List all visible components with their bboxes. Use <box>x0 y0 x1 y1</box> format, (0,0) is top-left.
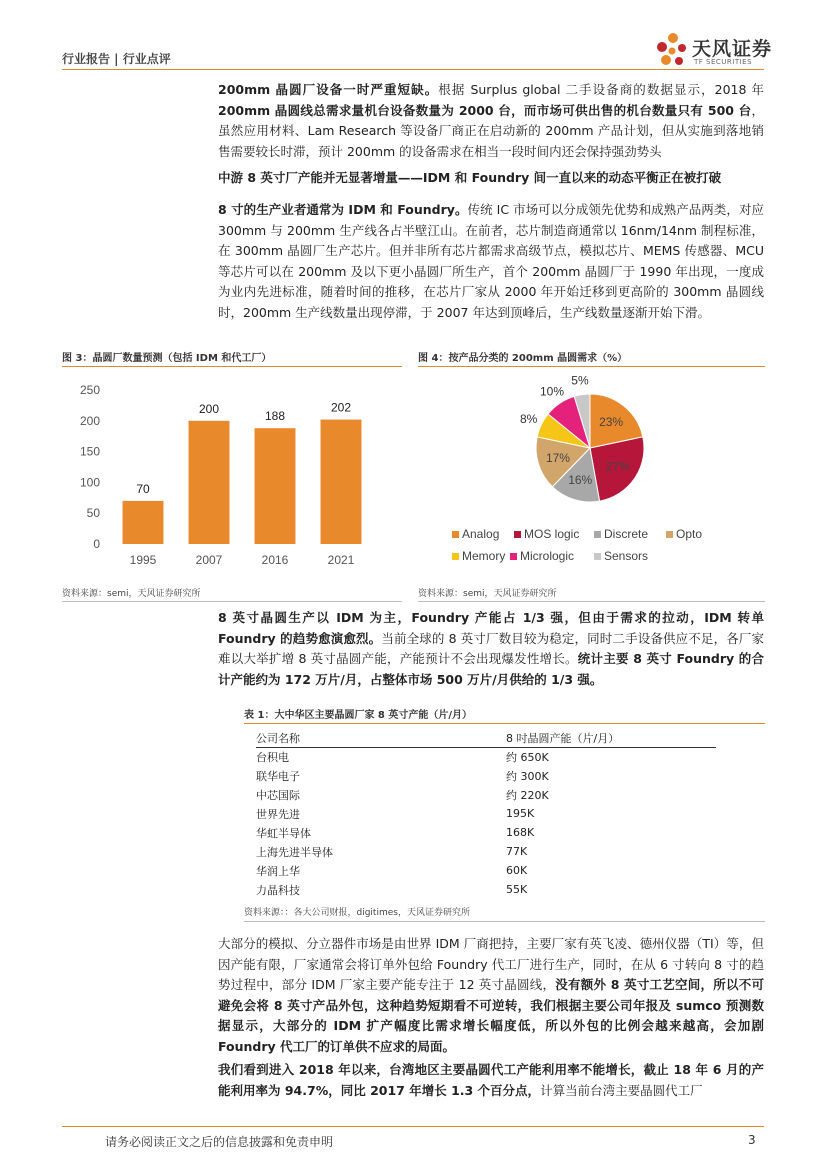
paragraph-idm-outsourcing <box>218 934 764 1057</box>
figure4-source: 资料来源：semi，天风证券研究所 <box>418 589 557 599</box>
pie-data-label-opto: 17% <box>545 450 570 465</box>
table1-bottom-rule <box>244 921 765 922</box>
header-section-label: 行业报告 | 行业点评 <box>62 52 171 66</box>
table-row <box>256 785 716 804</box>
figure3-title: 图 3：晶圆厂数量预测（包括 IDM 和代工厂） <box>62 353 272 364</box>
bar-2021 <box>321 420 362 544</box>
x-tick-label-2007: 2007 <box>195 553 223 567</box>
para3-bold-1: 8 英寸晶圆生产以 IDM 为主，Foundry 产能占 1/3 强，但由于需求的拉动，IDM 转单 Foundry 的趋势愈演愈烈。 <box>218 610 764 646</box>
table-row <box>256 804 716 823</box>
x-tick-label-1995: 1995 <box>129 553 157 567</box>
table-cell-capacity: 约 300K <box>506 769 549 783</box>
page-number: 3 <box>748 1133 756 1147</box>
x-tick-label-2021: 2021 <box>327 553 355 567</box>
legend-label-micrologic: Micrologic <box>520 549 575 563</box>
table-row <box>256 842 716 861</box>
legend-label-opto: Opto <box>676 527 703 541</box>
table-header-row <box>256 729 716 747</box>
figure3-source: 资料来源：semi，天风证券研究所 <box>62 589 201 599</box>
table-cell-company: 联华电子 <box>256 769 300 783</box>
legend-label-discrete: Discrete <box>604 527 649 541</box>
table-cell-capacity: 77K <box>506 845 528 858</box>
y-tick-label-2: 100 <box>79 475 100 490</box>
para1-text-1: 根据 Surplus global 二手设备商的数据显示，2018 年 <box>438 82 764 97</box>
legend-swatch-memory <box>452 553 459 560</box>
table-cell-capacity: 195K <box>506 807 535 820</box>
table-row <box>256 861 716 880</box>
table1-source: 资料来源：：各大公司财报，digitimes，天风证券研究所 <box>244 908 470 918</box>
brand-name: 天风证券 <box>692 38 773 60</box>
figure4-title-rule <box>418 366 765 367</box>
figure3-title-rule <box>62 366 402 367</box>
table-cell-capacity: 168K <box>506 826 535 839</box>
figure4-title: 图 4：按产品分类的 200mm 晶圆需求（%） <box>418 353 628 364</box>
table-row <box>256 747 716 766</box>
para3-text-1: 当前全球的 8 英寸厂数目较为稳定，同时二手设备供应不足，各厂家难以大举扩增 8 英寸晶圆产能，产能预计不会出现爆发性增长。 <box>218 630 765 666</box>
legend-swatch-micrologic <box>510 553 517 560</box>
legend-label-mos-logic: MOS logic <box>524 527 580 541</box>
table-cell-capacity: 60K <box>506 864 528 877</box>
footer-divider <box>62 1126 764 1127</box>
legend-label-memory: Memory <box>462 549 506 563</box>
y-tick-label-3: 150 <box>79 444 100 459</box>
table-cell-company: 中芯国际 <box>256 788 300 802</box>
pie-data-label-discrete: 16% <box>568 473 593 488</box>
bar-data-label-2016: 188 <box>264 409 286 424</box>
pie-data-label-memory: 8% <box>519 411 538 426</box>
capacity-table <box>256 729 716 899</box>
table-cell-company: 华虹半导体 <box>256 826 311 840</box>
bar-data-label-2007: 200 <box>198 401 220 416</box>
table-cell-capacity: 约 650K <box>506 750 549 764</box>
legend-label-analog: Analog <box>462 527 500 541</box>
paragraph-foundry-capacity <box>218 608 764 690</box>
bar-2016 <box>255 428 296 544</box>
legend-swatch-mos-logic <box>514 531 521 538</box>
brand-flower-icon <box>652 30 692 74</box>
table-header-capacity: 8 吋晶圆产能（片/月） <box>506 729 716 747</box>
legend-swatch-opto <box>666 531 673 538</box>
table-row <box>256 823 716 842</box>
bar-1995 <box>123 501 164 544</box>
para4-bold-1: 没有额外 8 英寸工艺空间，所以不可避免会将 8 英寸产品外包，这种趋势短期看不可逆转，我们根据主要公司年报及 sumco 预测数据显示，大部分的 IDM 扩产幅度比需求增长幅度低，所以外包的比例会越来越高，会加剧 Foundry 代工厂的订单供不应求的局面。 <box>218 977 765 1054</box>
bar-2007 <box>189 421 230 544</box>
pie-data-label-mos-logic: 27% <box>605 459 630 474</box>
legend-swatch-analog <box>452 531 459 538</box>
bar-data-label-1995: 70 <box>136 481 150 496</box>
footer-disclaimer: 请务必阅读正文之后的信息披露和免责申明 <box>105 1135 334 1149</box>
table-cell-company: 华润上华 <box>256 864 300 878</box>
table-header-company: 公司名称 <box>256 729 506 747</box>
figure3-bar-chart <box>62 372 402 582</box>
y-tick-label-4: 200 <box>79 413 100 428</box>
table-cell-capacity: 55K <box>506 883 528 896</box>
para1-text-2: ，虽然应用材料、Lam Research 等设备厂商正在启动新的 200mm 产品计划，但从实施到落地销售需要较长时滞，预计 200mm 的设备需求在相当一段时间内还会保持强劲势头 <box>218 102 764 159</box>
para4-text-1: 大部分的模拟、分立器件市场是由世界 IDM 厂商把持，主要厂家有英飞凌、德州仪器（TI）等，但因产能有限，厂家通常会将订单外包给 Foundry 代工厂进行生产，同时，在从 6 寸转向 8 寸的趋势过程中，部分 IDM 厂家主要产能专注于 12 英寸晶圆线， <box>218 936 764 992</box>
table-cell-company: 上海先进半导体 <box>256 845 333 859</box>
table-cell-capacity: 约 220K <box>506 788 549 802</box>
x-tick-label-2016: 2016 <box>261 553 289 567</box>
paragraph-idm-foundry <box>218 200 764 323</box>
table-cell-company: 力晶科技 <box>256 883 300 897</box>
figure4-bottom-rule <box>418 601 765 602</box>
legend-label-sensors: Sensors <box>604 549 649 563</box>
para1-bold-2: 200mm 晶圆线总需求量机台设备数量为 2000 台，而市场可供出售的机台数量只有 500 台 <box>218 102 752 118</box>
table-cell-company: 世界先进 <box>256 807 300 821</box>
y-tick-label-0: 0 <box>93 537 100 551</box>
table-cell-company: 台积电 <box>256 750 289 764</box>
pie-data-label-analog: 23% <box>599 415 624 430</box>
legend-swatch-sensors <box>594 553 601 560</box>
figure3-bottom-rule <box>62 601 402 602</box>
header-divider <box>62 69 764 70</box>
para5-text-1: 计算当前台湾主要晶圆代工厂 <box>540 1082 703 1098</box>
brand-logo <box>652 30 772 74</box>
pie-data-label-sensors: 5% <box>571 373 589 388</box>
table1-title: 表 1：大中华区主要晶圆厂家 8 英寸产能（片/月） <box>244 710 473 721</box>
para1-bold-1: 200mm 晶圆厂设备一时严重短缺。 <box>218 82 439 97</box>
figure4-pie-chart <box>418 372 765 582</box>
paragraph-equipment-shortage <box>218 80 764 162</box>
bar-data-label-2021: 202 <box>330 400 352 415</box>
table1-title-rule <box>244 723 765 724</box>
section-heading: 中游 8 英寸厂产能并无显著增量——IDM 和 Foundry 间一直以来的动态平衡正在被打破 <box>218 170 722 185</box>
brand-subtitle: TF SECURITIES <box>694 58 753 66</box>
paragraph-taiwan-utilization <box>218 1060 764 1101</box>
y-tick-label-1: 50 <box>86 506 100 521</box>
para5-bold-1: 我们看到进入 2018 年以来，台湾地区主要晶圆代工产能利用率不能增长，截止 18 年 6 月的产能利用率为 94.7%，同比 2017 年增长 1.3 个百分点， <box>218 1062 764 1098</box>
y-tick-label-5: 250 <box>79 383 100 397</box>
legend-swatch-discrete <box>594 531 601 538</box>
table-row <box>256 880 716 899</box>
table-row <box>256 766 716 785</box>
pie-data-label-micrologic: 10% <box>539 384 565 399</box>
para2-bold-1: 8 寸的生产业者通常为 IDM 和 Foundry。 <box>218 202 468 217</box>
para2-text-1: 传统 IC 市场可以分成领先优势和成熟产品两类，对应 300mm 与 200mm 生产线各占半壁江山。在前者，芯片制造商通常以 16nm/14nm 制程标准，在 300mm 晶圆厂生产芯片。但并非所有芯片都需求高级节点，模拟芯片、MEMS 传感器、MCU 等芯片可以在 200mm 及以下更小晶圆厂所生产，首个 200mm 晶圆厂于 1990 年出现，一度成为业内先进标准，随着时间的推移，在芯片厂家从 2000 年开始迁移到更高阶的 300mm 晶圆线时，200mm 生产线数量出现停滞，于 2007 年达到顶峰后，生产线数量逐渐开始下滑。 <box>218 202 764 320</box>
para3-bold-2: 统计主要 8 英寸 Foundry 的合计产能约为 172 万片/月，占整体市场 500 万片/月供给的 1/3 强。 <box>218 651 764 687</box>
